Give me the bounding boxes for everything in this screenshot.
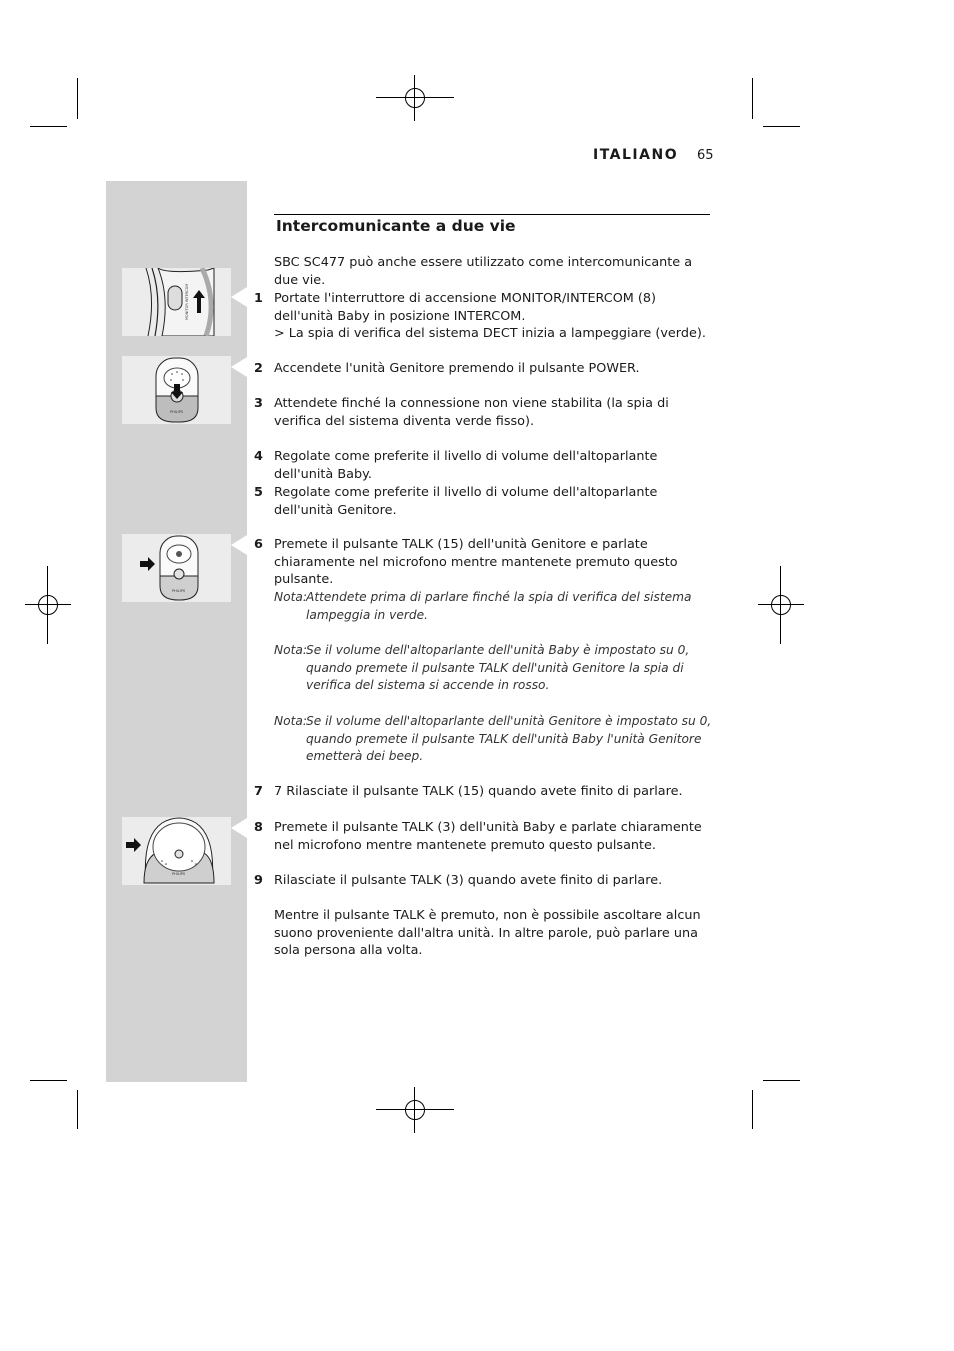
crop-mark — [30, 1080, 67, 1081]
step-text: Portate l'interruttore di accensione MONITOR/INTERCOM (8) dell'unità Baby in posizione INTERCOM. — [274, 291, 657, 324]
step-text: Accendete l'unità Genitore premendo il pulsante POWER. — [274, 361, 640, 376]
step-number: 1 — [254, 291, 263, 306]
step-number: 7 — [254, 784, 263, 799]
step-text: Premete il pulsante TALK (15) dell'unità Genitore e parlate chiaramente nel microfono mentre mantenete premuto questo pulsante. — [274, 537, 678, 588]
step-number: 9 — [254, 873, 263, 888]
crop-mark — [77, 1090, 78, 1129]
note-label: Nota: — [274, 643, 307, 657]
step-number: 2 — [254, 361, 263, 376]
brand-label: PHILIPS — [172, 872, 186, 876]
note-label: Nota: — [274, 714, 307, 728]
pointer-notch — [231, 357, 247, 377]
pointer-notch — [231, 535, 247, 555]
brand-label: PHILIPS — [172, 589, 186, 593]
step-text: Regolate come preferite il livello di volume dell'altoparlante dell'unità Baby. — [274, 449, 658, 482]
crop-mark — [752, 78, 753, 119]
registration-mark-right — [758, 566, 804, 644]
pointer-notch — [231, 818, 247, 838]
title-rule — [274, 214, 710, 215]
note — [274, 642, 714, 695]
note-text: Attendete prima di parlare finché la spia di verifica del sistema lampeggia in verde. — [306, 590, 692, 622]
registration-mark-bottom — [376, 1087, 454, 1133]
step-text: Attendete finché la connessione non viene stabilita (la spia di verifica del sistema diventa verde fisso). — [274, 396, 669, 429]
illustration-parent-unit-power — [122, 356, 231, 424]
step-number: 8 — [254, 820, 263, 835]
illustration-baby-unit-talk — [122, 817, 231, 885]
step-number: 6 — [254, 537, 263, 552]
illustration-baby-unit-switch — [122, 268, 231, 336]
crop-mark — [77, 78, 78, 119]
note — [274, 589, 714, 624]
illustration-parent-unit-talk — [122, 534, 231, 602]
switch-label: MONITOR INTERCOM — [185, 283, 189, 320]
crop-mark — [763, 126, 800, 127]
step-result: > La spia di verifica del sistema DECT inizia a lampeggiare (verde). — [274, 326, 706, 341]
page-number: 65 — [697, 148, 714, 163]
closing-paragraph: Mentre il pulsante TALK è premuto, non è possibile ascoltare alcun suono proveniente dall'altra unità. In altre parole, può parlare una sola persona alla volta. — [274, 908, 701, 959]
step-text: Regolate come preferite il livello di volume dell'altoparlante dell'unità Genitore. — [274, 485, 658, 518]
crop-mark — [763, 1080, 800, 1081]
step-text: Premete il pulsante TALK (3) dell'unità Baby e parlate chiaramente nel microfono mentre mantenete premuto questo pulsante. — [274, 820, 702, 853]
crop-mark — [752, 1090, 753, 1129]
step-text: Rilasciate il pulsante TALK (3) quando avete finito di parlare. — [274, 873, 663, 888]
step-text: 7 Rilasciate il pulsante TALK (15) quando avete finito di parlare. — [274, 784, 683, 799]
intro-text: SBC SC477 può anche essere utilizzato come intercomunicante a due vie. — [274, 255, 693, 288]
header-language: ITALIANO — [593, 147, 679, 163]
section-title: Intercomunicante a due vie — [276, 217, 516, 235]
pointer-notch — [231, 287, 247, 307]
note-label: Nota: — [274, 590, 307, 604]
note-text: Se il volume dell'altoparlante dell'unità Baby è impostato su 0, quando premete il pulsante TALK dell'unità Genitore la spia di verifica del sistema si accende in rosso. — [306, 643, 690, 693]
brand-label: PHILIPS — [170, 410, 184, 414]
crop-mark — [30, 126, 67, 127]
registration-mark-top — [376, 75, 454, 121]
note-text: Se il volume dell'altoparlante dell'unità Genitore è impostato su 0, quando premete il pulsante TALK dell'unità Baby l'unità Genitore emetterà dei beep. — [306, 714, 712, 764]
step-number: 3 — [254, 396, 263, 411]
step-number: 5 — [254, 485, 263, 500]
note — [274, 713, 714, 766]
step-number: 4 — [254, 449, 263, 464]
registration-mark-left — [25, 566, 71, 644]
